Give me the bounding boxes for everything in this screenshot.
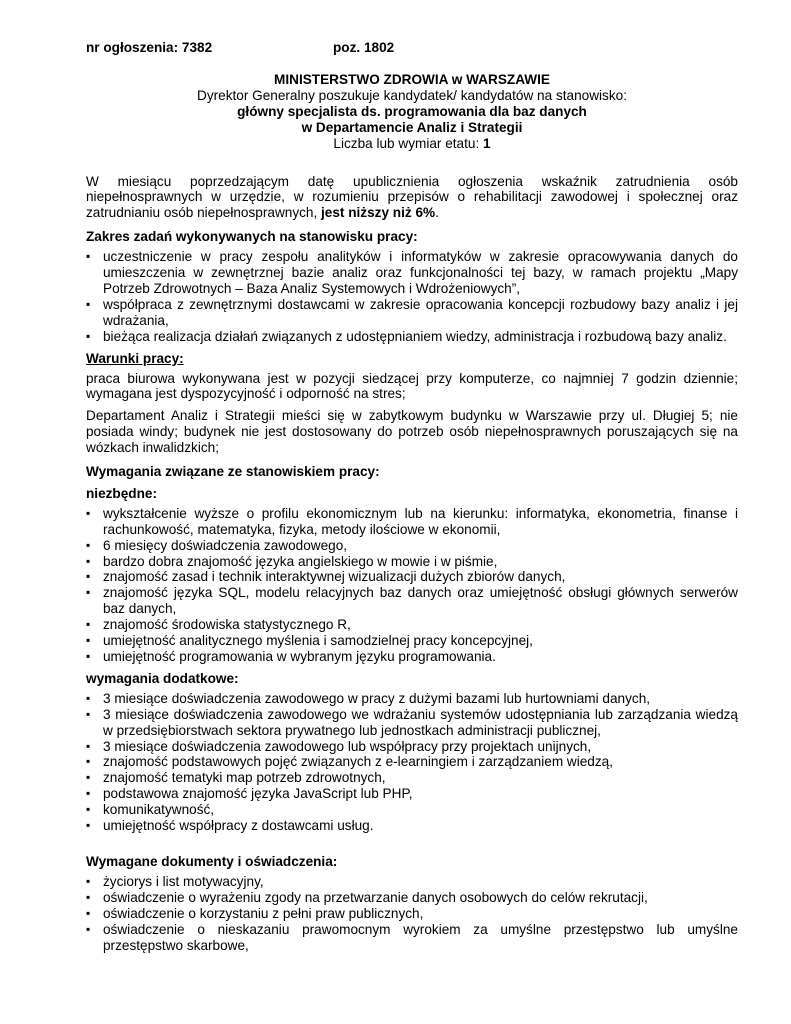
meta-row — [86, 40, 738, 56]
list-item: ▪ bardzo dobra znajomość języka angielskiego w mowie i w piśmie, — [86, 554, 738, 570]
additional-list — [86, 691, 738, 834]
requirements-title: Wymagania związane ze stanowiskiem pracy: — [86, 464, 380, 480]
conditions-paragraph-2: Departament Analiz i Strategii mieści się w zabytkowym budynku w Warszawie przy ul. Długiej 5; nie posiada windy; budynek nie jest dostosowany do potrzeb osób niepełnosprawnych poruszających się na wózkach inwalidzkich; — [86, 408, 738, 456]
document-page — [86, 40, 738, 953]
etat-line — [86, 136, 738, 152]
list-item: ▪ znajomość języka SQL, modelu relacyjnych baz danych oraz umiejętność obsługi głównych serwerów baz danych, — [86, 585, 738, 617]
list-item: ▪ znajomość podstawowych pojęć związanych z e-learningiem i zarządzaniem wiedzą, — [86, 754, 738, 770]
department-title: w Departamencie Analiz i Strategii — [301, 119, 523, 135]
list-item: ▪ umiejętność współpracy z dostawcami usług. — [86, 818, 738, 834]
list-item: ▪ 3 miesiące doświadczenia zawodowego we wdrażaniu systemów udostępniania lub zarządzania wiedzą w przedsiębiorstwach sektora prywatnego lub jednostkach administracji publicznej, — [86, 707, 738, 739]
list-item: ▪ znajomość zasad i technik interaktywnej wizualizacji dużych zbiorów danych, — [86, 569, 738, 585]
list-item: ▪ umiejętność programowania w wybranym języku programowania. — [86, 649, 738, 665]
document-header — [86, 72, 738, 152]
announcement-number: nr ogłoszenia: 7382 — [86, 40, 213, 55]
list-item: ▪ umiejętność analitycznego myślenia i samodzielnej pracy koncepcyjnej, — [86, 633, 738, 649]
etat-value: 1 — [483, 135, 491, 151]
list-item: ▪ życiorys i list motywacyjny, — [86, 874, 738, 890]
list-item: ▪ wykształcenie wyższe o profilu ekonomicznym lub na kierunku: informatyka, ekonometria, finanse i rachunkowość, matematyka, fizyka, metody ilościowe w ekonomii, — [86, 506, 738, 538]
director-line: Dyrektor Generalny poszukuje kandydatek/ kandydatów na stanowisko: — [197, 87, 627, 103]
list-item: ▪ podstawowa znajomość języka JavaScript lub PHP, — [86, 786, 738, 802]
list-item: ▪ oświadczenie o korzystaniu z pełni praw publicznych, — [86, 906, 738, 922]
intro-bold: jest niższy niż 6% — [321, 205, 436, 221]
tasks-list — [86, 249, 738, 344]
list-item: ▪ uczestniczenie w pracy zespołu analityków i informatyków w zakresie opracowywania danych do umieszczenia w zewnętrznej bazie analiz oraz funkcjonalności tej bazy, w ramach projektu „Mapy Potrzeb Zdrowotnych – Baza Analiz Systemowych i Wdrożeniowych”, — [86, 249, 738, 297]
intro-paragraph — [86, 174, 738, 222]
documents-list — [86, 874, 738, 954]
list-item: ▪ 3 miesiące doświadczenia zawodowego w pracy z dużymi bazami lub hurtowniami danych, — [86, 691, 738, 707]
intro-end: . — [435, 205, 439, 221]
conditions-title: Warunki pracy: — [86, 350, 184, 366]
list-item: ▪ 3 miesiące doświadczenia zawodowego lub współpracy przy projektach unijnych, — [86, 739, 738, 755]
required-subtitle: niezbędne: — [86, 485, 157, 501]
documents-title: Wymagane dokumenty i oświadczenia: — [86, 853, 338, 869]
ministry-title: MINISTERSTWO ZDROWIA w WARSZAWIE — [274, 72, 550, 87]
conditions-paragraph-1: praca biurowa wykonywana jest w pozycji siedzącej przy komputerze, co najmniej 7 godzin dziennie; wymagana jest dyspozycyjność i odporność na stres; — [86, 370, 738, 402]
list-item: ▪ oświadczenie o wyrażeniu zgody na przetwarzanie danych osobowych do celów rekrutacji, — [86, 890, 738, 906]
tasks-title: Zakres zadań wykonywanych na stanowisku pracy: — [86, 229, 418, 245]
list-item: ▪ znajomość tematyki map potrzeb zdrowotnych, — [86, 770, 738, 786]
list-item: ▪ znajomość środowiska statystycznego R, — [86, 617, 738, 633]
list-item: ▪ komunikatywność, — [86, 802, 738, 818]
etat-label: Liczba lub wymiar etatu: — [333, 135, 484, 151]
position-number: poz. 1802 — [333, 40, 395, 55]
list-item: ▪ bieżąca realizacja działań związanych z udostępnianiem wiedzy, administracja i rozbudową bazy analiz. — [86, 329, 738, 345]
intro-text: W miesiącu poprzedzającym datę upublicznienia ogłoszenia wskaźnik zatrudnienia osób niepełnosprawnych w urzędzie, w rozumieniu przepisów o rehabilitacji zawodowej i społecznej oraz zatrudnianiu osób niepełnosprawnych, — [86, 173, 738, 221]
list-item: ▪ współpraca z zewnętrznymi dostawcami w zakresie opracowania koncepcji rozbudowy bazy analiz i jej wdrażania, — [86, 297, 738, 329]
required-list — [86, 506, 738, 665]
list-item: ▪ 6 miesięcy doświadczenia zawodowego, — [86, 538, 738, 554]
additional-subtitle: wymagania dodatkowe: — [86, 670, 239, 686]
position-title: główny specjalista ds. programowania dla baz danych — [237, 103, 587, 119]
list-item: ▪ oświadczenie o nieskazaniu prawomocnym wyrokiem za umyślne przestępstwo lub umyślne przestępstwo skarbowe, — [86, 922, 738, 954]
